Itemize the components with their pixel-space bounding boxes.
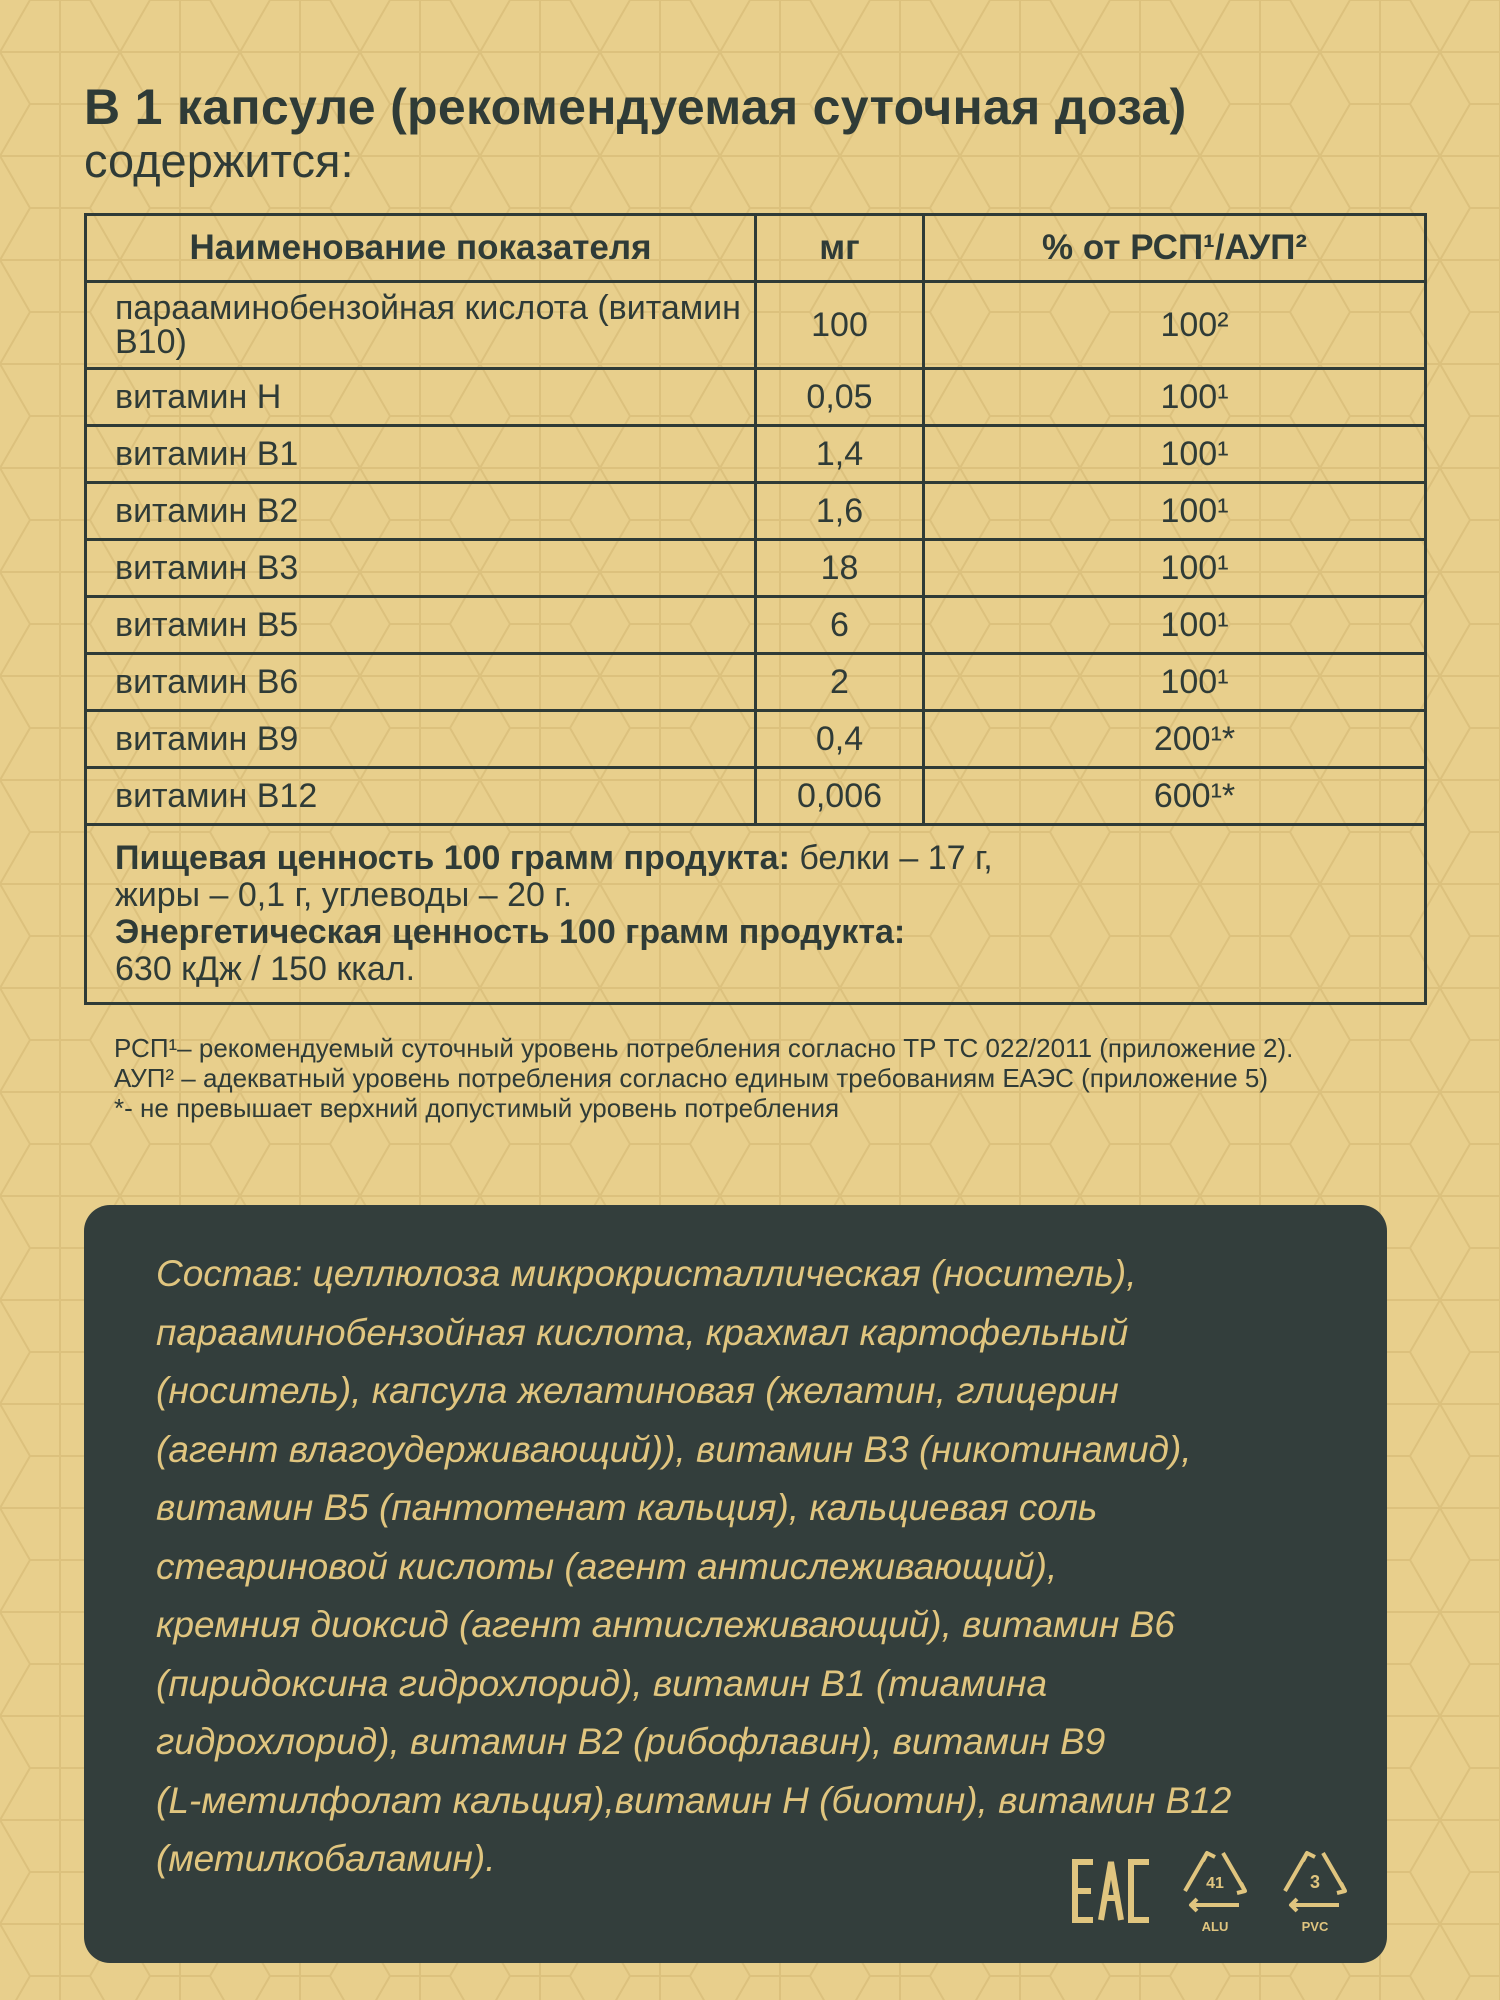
footnotes — [114, 1033, 1404, 1123]
certification-logos — [1069, 1841, 1353, 1941]
nutrition-table — [84, 213, 1427, 1005]
footnote-rsp: РСП¹– рекомендуемый суточный уровень потребления согласно ТР ТС 022/2011 (приложение 2). — [114, 1033, 1294, 1063]
row-percent: 100¹ — [924, 426, 1426, 483]
table-row — [86, 369, 1426, 426]
row-percent: 100² — [924, 282, 1426, 369]
heading-title: В 1 капсуле (рекомендуемая суточная доза) — [84, 79, 1187, 135]
header-mg: мг — [756, 215, 924, 282]
table-footer-row — [86, 825, 1426, 1004]
table-header-row — [86, 215, 1426, 282]
composition-line: парааминобензойная кислота, крахмал картофельный — [156, 1311, 1129, 1353]
composition-text — [156, 1245, 1336, 1889]
nutrition-facts — [86, 825, 1426, 1004]
row-percent: 100¹ — [924, 597, 1426, 654]
row-percent: 100¹ — [924, 654, 1426, 711]
row-mg: 0,4 — [756, 711, 924, 768]
row-name: витамин В2 — [86, 483, 756, 540]
composition-line: кремния диоксид (агент антислеживающий), витамин В6 — [156, 1604, 1175, 1645]
row-percent: 600¹* — [924, 768, 1426, 825]
composition-line: гидрохлорид), витамин В2 (рибофлавин), витамин В9 — [156, 1721, 1106, 1762]
footnote-aup: АУП² – адекватный уровень потребления согласно единым требованиям ЕАЭС (приложение 5) — [114, 1063, 1269, 1093]
composition-line: (агент влагоудерживающий)), витамин В3 (никотинамид), — [156, 1428, 1192, 1470]
table-row — [86, 540, 1426, 597]
row-name: витамин Н — [86, 369, 756, 426]
row-name: парааминобензойная кислота (витамин В10) — [86, 282, 756, 369]
row-percent: 200¹* — [924, 711, 1426, 768]
composition-line: (L-метилфолат кальция),витамин Н (биотин), витамин В12 — [156, 1779, 1232, 1821]
row-name: витамин В9 — [86, 711, 756, 768]
header-name: Наименование показателя — [86, 215, 756, 282]
row-mg: 1,4 — [756, 426, 924, 483]
table-row — [86, 426, 1426, 483]
footnote-asterisk: *- не превышает верхний допустимый уровень потребления — [114, 1093, 840, 1123]
row-name: витамин В5 — [86, 597, 756, 654]
row-mg: 0,006 — [756, 768, 924, 825]
composition-line: стеариновой кислоты (агент антислеживающий), — [156, 1545, 1058, 1587]
alu-label: ALU — [1201, 1919, 1229, 1934]
table-row — [86, 654, 1426, 711]
energy-value: 630 кДж / 150 ккал. — [115, 950, 416, 988]
pvc-code: 3 — [1309, 1872, 1321, 1892]
nutrition-value: белки – 17 г, — [789, 839, 993, 877]
recycle-alu-icon — [1177, 1843, 1253, 1939]
row-percent: 100¹ — [924, 369, 1426, 426]
table-row — [86, 711, 1426, 768]
alu-code: 41 — [1206, 1875, 1224, 1892]
eac-mark-icon — [1069, 1856, 1153, 1926]
nutrition-label: Пищевая ценность 100 грамм продукта: — [115, 839, 790, 877]
row-percent: 100¹ — [924, 540, 1426, 597]
row-mg: 0,05 — [756, 369, 924, 426]
composition-line: (носитель), капсула желатиновая (желатин, глицерин — [156, 1370, 1119, 1411]
composition-panel — [84, 1205, 1387, 1963]
row-name: витамин В12 — [86, 768, 756, 825]
row-mg: 6 — [756, 597, 924, 654]
composition-line: (метилкобаламин). — [156, 1838, 496, 1879]
composition-line: (пиридоксина гидрохлорид), витамин В1 (тиамина — [156, 1662, 1048, 1704]
row-name: витамин В1 — [86, 426, 756, 483]
row-name: витамин В6 — [86, 654, 756, 711]
nutrition-value-2: жиры – 0,1 г, углеводы – 20 г. — [115, 876, 573, 914]
row-name: витамин В3 — [86, 540, 756, 597]
energy-label: Энергетическая ценность 100 грамм продукта: — [115, 913, 906, 951]
row-mg: 1,6 — [756, 483, 924, 540]
pvc-label: PVC — [1301, 1919, 1329, 1934]
table-row — [86, 597, 1426, 654]
composition-line: Состав: целлюлоза микрокристаллическая (носитель), — [156, 1253, 1137, 1294]
row-mg: 18 — [756, 540, 924, 597]
heading-subtitle: содержится: — [84, 134, 354, 187]
recycle-pvc-icon — [1277, 1843, 1353, 1939]
header-percent: % от РСП¹/АУП² — [924, 215, 1426, 282]
table-row — [86, 768, 1426, 825]
heading — [84, 78, 1424, 186]
row-percent: 100¹ — [924, 483, 1426, 540]
composition-line: витамин В5 (пантотенат кальция), кальциевая соль — [156, 1487, 1098, 1528]
table-row — [86, 282, 1426, 369]
row-mg: 100 — [756, 282, 924, 369]
table-row — [86, 483, 1426, 540]
row-mg: 2 — [756, 654, 924, 711]
eac-text: ЕАС — [1111, 1925, 1114, 1926]
